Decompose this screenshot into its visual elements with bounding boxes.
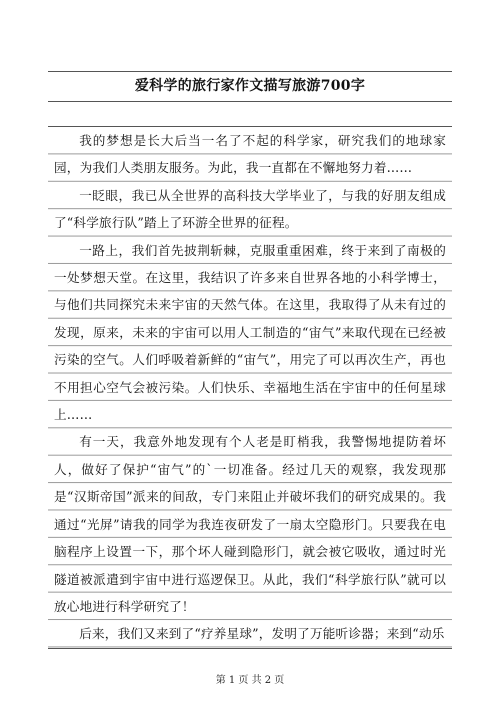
paragraph: 我的梦想是长大后当一名了不起的科学家，研究我们的地球家园，为我们人类朋友服务。为此，我一直都在不懈地努力着……	[54, 133, 446, 176]
blank-row	[48, 102, 452, 127]
paragraph: 后来，我们又来到了“疗养星球”，发明了万能听诊器；来到“动乐	[79, 626, 445, 642]
essay-body	[48, 127, 452, 648]
essay-title: 爱科学的旅行家作文描写旅游700字	[48, 72, 452, 102]
paragraph: 一眨眼，我已从全世界的高科技大学毕业了，与我的好朋友组成了“科学旅行队”踏上了环游全世界的征程。	[54, 187, 446, 231]
essay-sheet	[48, 71, 452, 649]
page-number: 第 1 页 共 2 页	[215, 675, 285, 686]
paragraph: 一路上，我们首先披荆斩棘，克服重重困难，终于来到了南极的一处梦想天堂。在这里，我结识了许多来自世界各地的小科学博士，与他们共同探究未来宇宙的天然气体。在这里，我取得了从未有过的发现，原来，未来的宇宙可以用人工制造的“宙气”来取代现在已经被污染的空气。人们呼吸着新鲜的“宙气”，用完了可以再次生产，再也不用担心空气会被污染。人们快乐、幸福地生活在宇宙中的任何星球上……	[54, 242, 446, 423]
paragraph: 有一天，我意外地发现有个人老是盯梢我，我警惕地提防着坏人，做好了保护“宙气”的`一切准备。经过几天的观察，我发现那是“汉斯帝国”派来的间敌，专门来阻止并破坏我们的研究成果的。我通过“光屏”请我的同学为我连夜研发了一扇太空隐形门。只要我在电脑程序上设置一下，那个坏人碰到隐形门，就会被它吸收，通过时光隧道被派遣到宇宙中进行巡逻保卫。从此，我们“科学旅行队”就可以放心地进行科学研究了！	[54, 434, 446, 614]
